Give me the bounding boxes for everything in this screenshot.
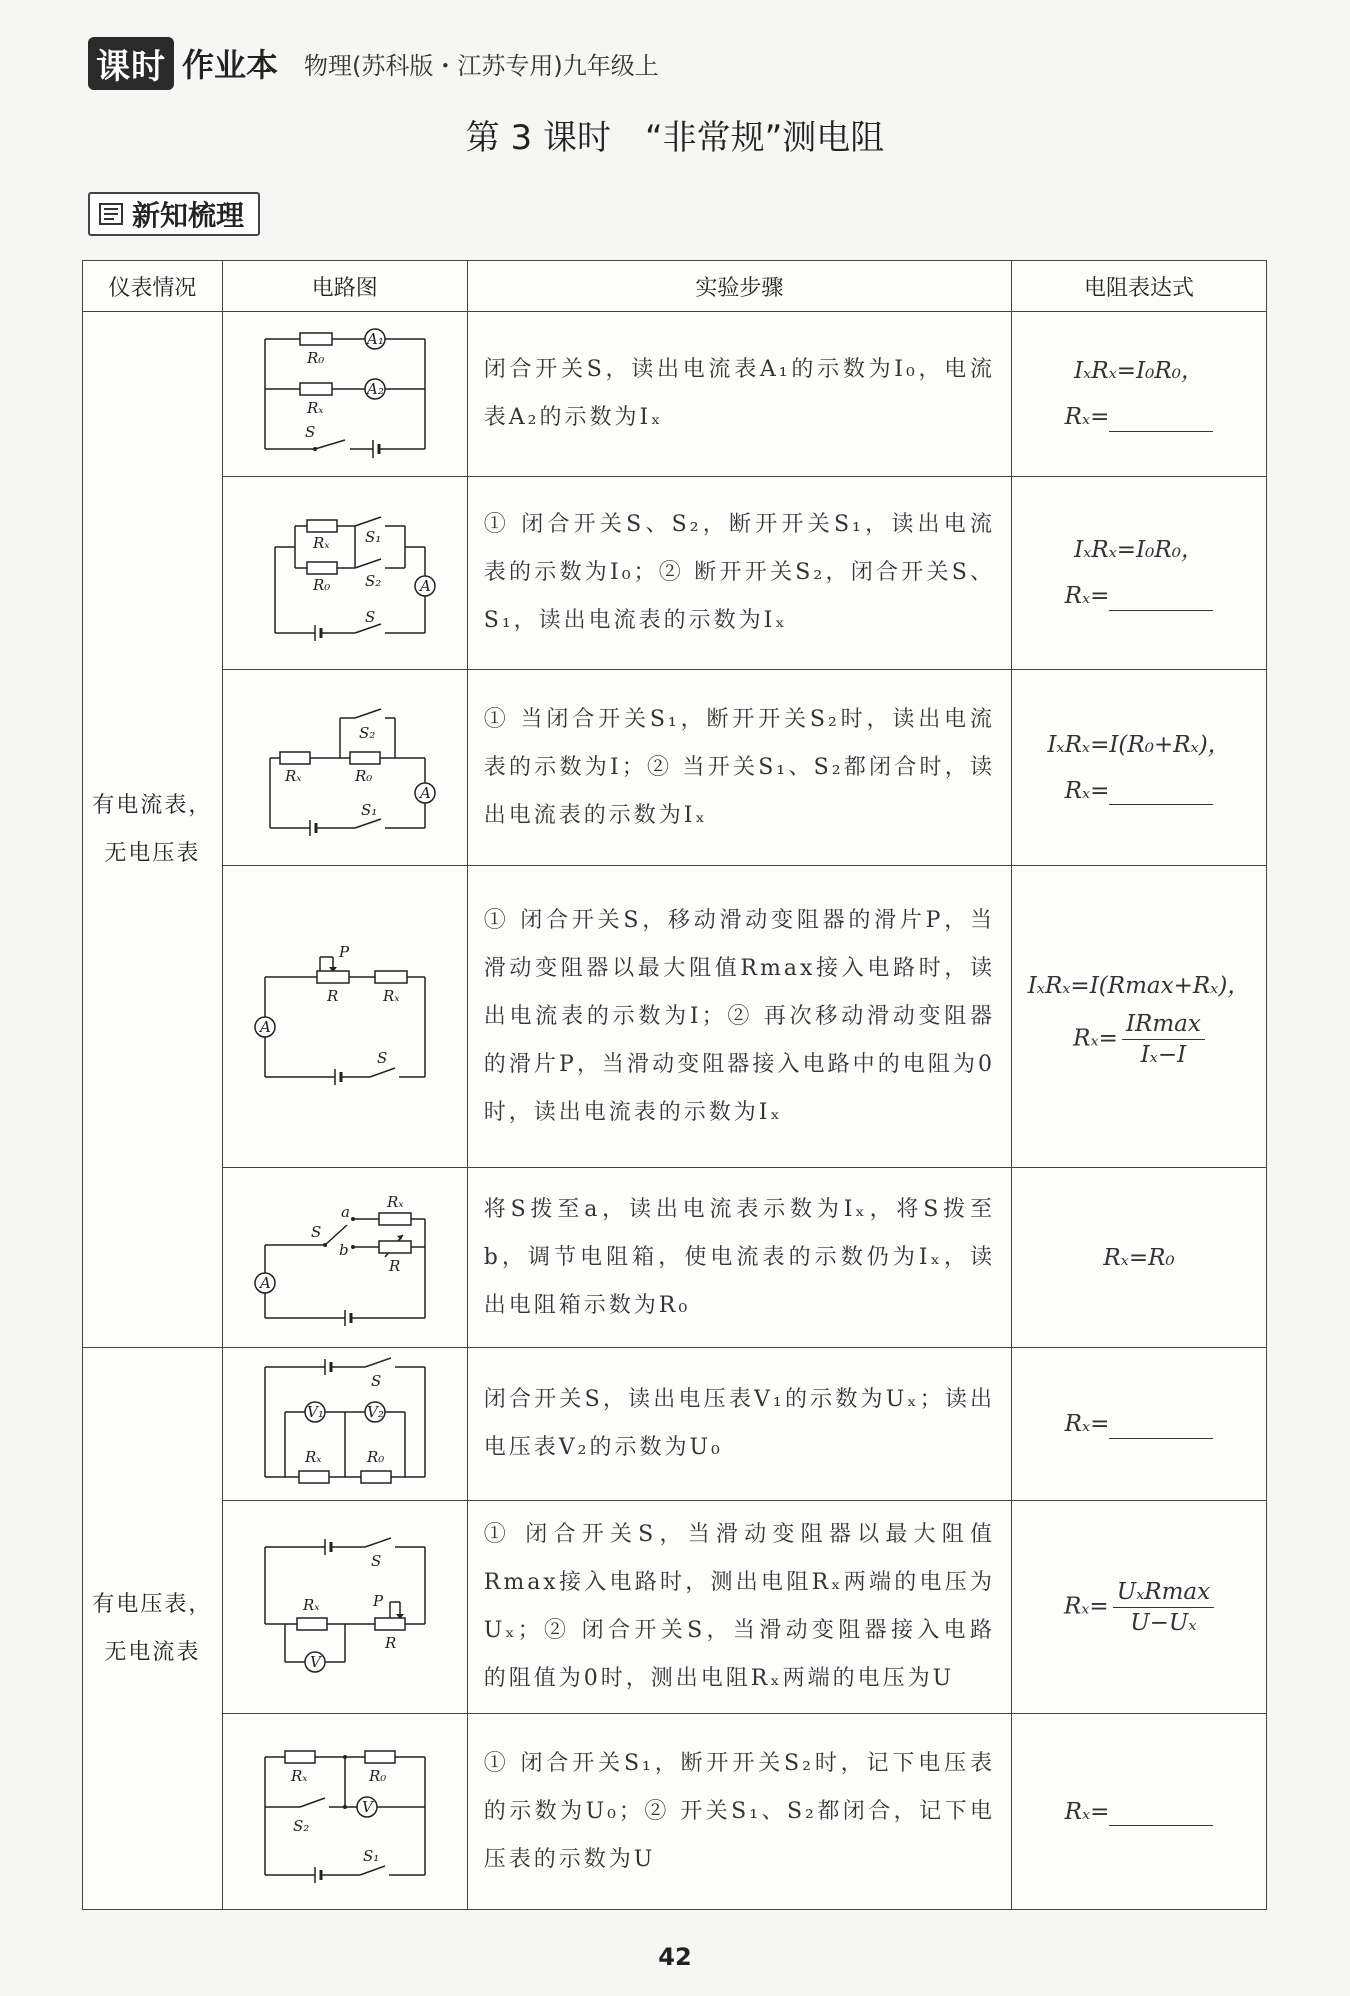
label-r0: R₀ bbox=[354, 766, 373, 785]
step-text: ① 闭合开关S，当滑动变阻器以最大阻值Rmax接入电路时，测出电阻Rₓ两端的电压为Uₓ；② 闭合开关S，当滑动变阻器接入电路的阻值为0时，测出电阻Rₓ两端的电压为U bbox=[467, 1501, 1011, 1714]
label-s1: S₁ bbox=[364, 528, 382, 546]
label-v1: V₁ bbox=[306, 1402, 324, 1421]
book-icon bbox=[98, 201, 124, 227]
expression bbox=[1012, 1168, 1267, 1348]
label-r: R bbox=[388, 1256, 401, 1275]
category-ammeter-only: 有电流表，无电压表 bbox=[83, 312, 223, 1348]
table-row bbox=[83, 670, 1267, 866]
label-rx: Rₓ bbox=[302, 1596, 320, 1614]
lesson-title: 第 3 课时 “非常规”测电阻 bbox=[465, 118, 885, 158]
brand-name: 作业本 bbox=[182, 46, 279, 84]
table-row bbox=[83, 866, 1267, 1168]
table-header-row bbox=[83, 261, 1267, 312]
expression-lhs: Rₓ= bbox=[1064, 404, 1110, 430]
answer-blank[interactable] bbox=[1109, 778, 1213, 805]
col-header-circuit: 电路图 bbox=[222, 261, 467, 312]
label-rx: Rₓ bbox=[312, 534, 330, 552]
expression-lhs: Rₓ= bbox=[1064, 1798, 1110, 1825]
table-row bbox=[83, 1168, 1267, 1348]
table-row bbox=[83, 312, 1267, 477]
method-table bbox=[82, 260, 1267, 1910]
label-r: R bbox=[384, 1634, 397, 1652]
label-ammeter: A bbox=[259, 1273, 271, 1292]
circuit-diagram bbox=[222, 1348, 467, 1501]
expression bbox=[1012, 1348, 1267, 1501]
label-s: S bbox=[376, 1048, 388, 1067]
fraction bbox=[1122, 1009, 1205, 1070]
expression bbox=[1012, 1501, 1267, 1714]
label-s: S bbox=[370, 1371, 382, 1390]
expression-line: IₓRₓ=I₀R₀， bbox=[1074, 537, 1204, 563]
expression-line: IₓRₓ=I₀R₀， bbox=[1074, 358, 1204, 384]
label-ammeter: A bbox=[259, 1017, 271, 1036]
circuit-diagram bbox=[222, 1714, 467, 1910]
step-text: 将S拨至a，读出电流表示数为Iₓ，将S拨至b，调节电阻箱，使电流表的示数仍为Iₓ，读出电阻箱示数为R₀ bbox=[467, 1168, 1011, 1348]
label-rx: Rₓ bbox=[284, 766, 302, 785]
col-header-expression: 电阻表达式 bbox=[1012, 261, 1267, 312]
expression-lhs: Rₓ= bbox=[1064, 777, 1110, 804]
label-r0: R₀ bbox=[306, 349, 325, 367]
category-voltmeter-only: 有电压表，无电流表 bbox=[83, 1348, 223, 1910]
subject-line: 物理(苏科版・江苏专用)九年级上 bbox=[304, 51, 659, 80]
expression bbox=[1012, 866, 1267, 1168]
expression bbox=[1012, 1714, 1267, 1910]
section-tag-label: 新知梳理 bbox=[132, 199, 245, 232]
fraction-numerator: IRmax bbox=[1122, 1009, 1205, 1040]
table-row bbox=[83, 1501, 1267, 1714]
expression-lhs: Rₓ= bbox=[1064, 1411, 1110, 1437]
label-s2: S₂ bbox=[292, 1816, 310, 1835]
step-text: 闭合开关S，读出电压表V₁的示数为Uₓ；读出电压表V₂的示数为U₀ bbox=[467, 1348, 1011, 1501]
label-s: S bbox=[310, 1222, 322, 1241]
label-a2: A₂ bbox=[366, 380, 384, 398]
fraction bbox=[1113, 1577, 1214, 1638]
answer-blank[interactable] bbox=[1109, 405, 1213, 432]
answer-blank[interactable] bbox=[1109, 1412, 1213, 1439]
label-rx: Rₓ bbox=[304, 1447, 322, 1466]
label-s2: S₂ bbox=[364, 572, 382, 590]
col-header-instrument: 仪表情况 bbox=[83, 261, 223, 312]
table-row bbox=[83, 1348, 1267, 1501]
answer-blank[interactable] bbox=[1109, 584, 1213, 611]
circuit-diagram bbox=[222, 1501, 467, 1714]
label-rx: Rₓ bbox=[382, 986, 400, 1005]
fraction-denominator: U−Uₓ bbox=[1130, 1609, 1197, 1636]
fraction-denominator: Iₓ−I bbox=[1140, 1042, 1187, 1068]
label-v: V bbox=[361, 1797, 373, 1816]
expression-line: IₓRₓ=I(Rmax+Rₓ)， bbox=[1027, 973, 1251, 999]
label-r0: R₀ bbox=[366, 1447, 385, 1466]
label-p: P bbox=[372, 1592, 383, 1610]
step-text: ① 闭合开关S，移动滑动变阻器的滑片P，当滑动变阻器以最大阻值Rmax接入电路时，读出电流表的示数为I；② 再次移动滑动变阻器的滑片P，当滑动变阻器接入电路中的电阻为0时，读出电流表的示数为Iₓ bbox=[467, 866, 1011, 1168]
page-header bbox=[88, 38, 659, 88]
col-header-steps: 实验步骤 bbox=[467, 261, 1011, 312]
section-tag bbox=[88, 192, 260, 236]
fraction-numerator: UₓRmax bbox=[1113, 1577, 1214, 1608]
label-s: S bbox=[370, 1552, 382, 1570]
step-text: ① 当闭合开关S₁，断开开关S₂时，读出电流表的示数为I；② 当开关S₁、S₂都闭合时，读出电流表的示数为Iₓ bbox=[467, 670, 1011, 866]
label-a1: A₁ bbox=[366, 330, 384, 348]
expression-line: Rₓ=R₀ bbox=[1103, 1244, 1175, 1271]
expression-lhs: Rₓ= bbox=[1064, 583, 1110, 609]
label-r0: R₀ bbox=[312, 576, 331, 594]
label-rx: Rₓ bbox=[386, 1192, 404, 1211]
step-text: ① 闭合开关S、S₂，断开开关S₁，读出电流表的示数为I₀；② 断开开关S₂，闭合开关S、S₁，读出电流表的示数为Iₓ bbox=[467, 477, 1011, 670]
expression bbox=[1012, 477, 1267, 670]
table-row bbox=[83, 1714, 1267, 1910]
label-ammeter: A bbox=[419, 783, 431, 802]
label-v: V bbox=[309, 1653, 321, 1671]
step-text: ① 闭合开关S₁，断开开关S₂时，记下电压表的示数为U₀；② 开关S₁、S₂都闭合，记下电压表的示数为U bbox=[467, 1714, 1011, 1910]
label-rx: Rₓ bbox=[306, 399, 324, 417]
table-row bbox=[83, 477, 1267, 670]
expression-lhs: Rₓ= bbox=[1063, 1593, 1109, 1619]
brand-logo: 课时 bbox=[88, 37, 174, 90]
circuit-diagram bbox=[222, 670, 467, 866]
label-rx: Rₓ bbox=[290, 1766, 308, 1785]
label-r0: R₀ bbox=[368, 1766, 387, 1785]
label-r: R bbox=[326, 986, 339, 1005]
circuit-diagram bbox=[222, 866, 467, 1168]
expression-lhs: Rₓ= bbox=[1073, 1025, 1118, 1052]
circuit-diagram bbox=[222, 312, 467, 477]
label-ammeter: A bbox=[419, 577, 431, 595]
label-s1: S₁ bbox=[362, 1846, 380, 1865]
expression bbox=[1012, 670, 1267, 866]
circuit-diagram bbox=[222, 1168, 467, 1348]
circuit-diagram bbox=[222, 477, 467, 670]
answer-blank[interactable] bbox=[1109, 1799, 1213, 1826]
label-s2: S₂ bbox=[358, 723, 376, 742]
label-p: P bbox=[338, 942, 349, 961]
label-b: b bbox=[338, 1240, 349, 1259]
label-a: a bbox=[340, 1202, 350, 1221]
step-text: 闭合开关S，读出电流表A₁的示数为I₀，电流表A₂的示数为Iₓ bbox=[467, 312, 1011, 477]
label-s1: S₁ bbox=[360, 800, 378, 819]
expression-line: IₓRₓ=I(R₀+Rₓ)， bbox=[1047, 731, 1231, 758]
label-s: S bbox=[304, 423, 316, 441]
expression bbox=[1012, 312, 1267, 477]
label-v2: V₂ bbox=[366, 1402, 384, 1421]
page-number: 42 bbox=[658, 1943, 692, 1971]
label-s: S bbox=[364, 608, 376, 626]
